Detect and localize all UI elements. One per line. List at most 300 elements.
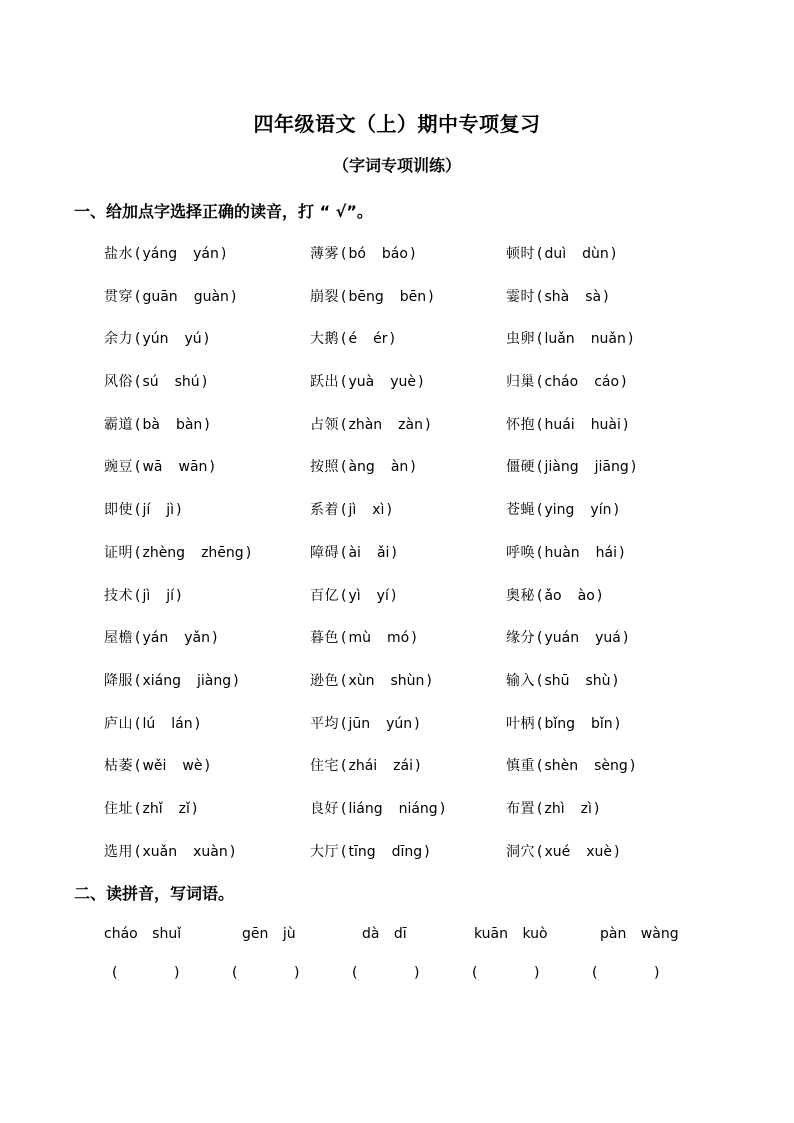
right-paren: ) <box>424 416 431 433</box>
pinyin-option-a[interactable]: zhǐ <box>142 800 163 817</box>
right-paren: ) <box>614 843 620 860</box>
left-paren: ( <box>135 374 141 391</box>
pinyin-option-b[interactable]: bàn <box>175 416 203 433</box>
pinyin-option-b[interactable]: yín <box>590 502 612 519</box>
right-paren: ) <box>614 715 621 732</box>
pinyin-option-b[interactable]: ào <box>577 587 595 604</box>
left-paren: ( <box>537 459 543 476</box>
word: 布置 <box>506 800 535 817</box>
pronunciation-item <box>506 499 621 519</box>
pinyin-option-a[interactable]: jì <box>348 502 357 519</box>
right-paren: ) <box>176 502 182 519</box>
pronunciation-item <box>310 328 397 348</box>
left-paren: ( <box>537 416 543 433</box>
pinyin-option-a[interactable]: shèn <box>544 758 579 775</box>
pronunciation-item <box>310 371 425 391</box>
pinyin-option-b[interactable]: yǎn <box>184 630 210 647</box>
pronunciation-item <box>506 414 630 434</box>
pinyin-option-a[interactable]: xùn <box>348 672 375 689</box>
word: 苍蝇 <box>506 502 535 519</box>
pronunciation-row <box>104 414 764 457</box>
pinyin-option-b[interactable]: ér <box>373 331 388 348</box>
right-paren: ) <box>391 544 397 561</box>
word: 百亿 <box>310 587 339 604</box>
left-paren: ( <box>537 288 543 305</box>
pronunciation-row <box>104 670 764 713</box>
pinyin-prompt: pàn wàng <box>600 926 679 942</box>
pinyin-option-a[interactable]: zhì <box>544 800 565 817</box>
right-paren: ) <box>233 672 239 689</box>
right-paren: ) <box>627 331 634 348</box>
right-paren: ) <box>415 758 421 775</box>
left-paren: ( <box>537 715 543 732</box>
pronunciation-row <box>104 841 764 884</box>
pinyin-option-b[interactable]: nuǎn <box>590 331 626 348</box>
pinyin-option-b[interactable]: zǐ <box>178 800 190 817</box>
pinyin-option-a[interactable]: ài <box>348 544 361 561</box>
pronunciation-item <box>104 755 212 775</box>
pinyin-option-b[interactable]: shùn <box>390 672 425 689</box>
pinyin-option-a[interactable]: huái <box>544 416 575 433</box>
right-paren: ) <box>610 246 617 262</box>
pinyin-option-a[interactable]: bēng <box>348 288 384 305</box>
word: 屋檐 <box>104 630 133 647</box>
pronunciation-item <box>310 670 434 690</box>
pinyin-option-b[interactable]: jiāng <box>594 459 629 476</box>
left-paren: ( <box>135 800 141 817</box>
pinyin-option-a[interactable]: yáng <box>142 246 178 262</box>
pinyin-option-b[interactable]: yuá <box>595 630 621 647</box>
right-paren: ) <box>622 416 629 433</box>
pinyin-option-a[interactable]: àng <box>348 459 375 476</box>
pronunciation-item <box>104 499 184 519</box>
word: 虫卵 <box>506 331 535 348</box>
word: 僵硬 <box>506 459 535 476</box>
pinyin-option-a[interactable]: bǐng <box>544 715 576 732</box>
word: 选用 <box>104 843 133 860</box>
right-paren: ) <box>174 965 180 981</box>
pinyin-option-a[interactable]: wěi <box>142 758 167 775</box>
word: 平均 <box>310 715 339 732</box>
pinyin-option-a[interactable]: bó <box>348 246 366 262</box>
left-paren: ( <box>135 843 141 860</box>
word: 跃出 <box>310 374 339 391</box>
pinyin-option-b[interactable]: lán <box>171 715 193 732</box>
pronunciation-item <box>506 328 635 348</box>
pronunciation-item <box>506 456 638 476</box>
right-paren: ) <box>630 459 637 476</box>
left-paren: ( <box>341 502 347 519</box>
pinyin-option-a[interactable]: xué <box>544 843 571 860</box>
left-paren: ( <box>341 288 347 305</box>
pinyin-option-a[interactable]: bà <box>142 416 160 433</box>
right-paren: ) <box>211 630 218 647</box>
pinyin-option-a[interactable]: shà <box>544 288 570 305</box>
pronunciation-row <box>104 371 764 414</box>
left-paren: ( <box>472 965 478 981</box>
left-paren: ( <box>341 544 347 561</box>
pinyin-option-a[interactable]: yuán <box>544 630 580 647</box>
word: 系着 <box>310 502 339 519</box>
pronunciation-item <box>310 755 422 775</box>
word: 逊色 <box>310 672 339 689</box>
right-paren: ) <box>654 965 660 981</box>
left-paren: ( <box>537 587 543 604</box>
pinyin-option-b[interactable]: wān <box>178 459 208 476</box>
word: 住址 <box>104 800 133 817</box>
pinyin-option-a[interactable]: ying <box>544 502 575 519</box>
word: 霎时 <box>506 288 535 305</box>
pinyin-option-b[interactable]: guàn <box>193 288 229 305</box>
word: 住宅 <box>310 758 339 775</box>
pinyin-option-a[interactable]: zhái <box>348 758 378 775</box>
pinyin-option-b[interactable]: niáng <box>398 800 438 817</box>
pronunciation-item <box>506 798 601 818</box>
page-subtitle: （字词专项训练） <box>332 156 461 175</box>
pinyin-option-b[interactable]: àn <box>390 459 409 476</box>
right-paren: ) <box>245 544 252 561</box>
pronunciation-item <box>310 798 447 818</box>
pinyin-option-a[interactable]: sú <box>142 374 159 391</box>
left-paren: ( <box>341 630 347 647</box>
pronunciation-item <box>506 670 620 690</box>
pronunciation-item <box>104 798 199 818</box>
pinyin-option-b[interactable]: dīng <box>391 843 423 860</box>
pronunciation-row <box>104 798 764 841</box>
pinyin-option-a[interactable]: lú <box>142 715 156 732</box>
pinyin-option-b[interactable]: jiàng <box>196 672 232 689</box>
left-paren: ( <box>135 715 141 732</box>
right-paren: ) <box>204 758 210 775</box>
left-paren: ( <box>135 246 141 262</box>
right-paren: ) <box>603 288 609 305</box>
pinyin-option-b[interactable]: sà <box>585 288 602 305</box>
word: 慎重 <box>506 758 535 775</box>
pinyin-option-b[interactable]: shù <box>585 672 611 689</box>
right-paren: ) <box>201 374 208 391</box>
pinyin-option-b[interactable]: zái <box>393 758 413 775</box>
left-paren: ( <box>135 288 141 305</box>
word: 霸道 <box>104 416 133 433</box>
left-paren: ( <box>592 965 598 981</box>
word: 大厅 <box>310 843 339 860</box>
word: 余力 <box>104 331 133 348</box>
pinyin-option-a[interactable]: guān <box>142 288 178 305</box>
right-paren: ) <box>230 288 237 305</box>
pinyin-option-a[interactable]: xiáng <box>142 672 181 689</box>
word: 占领 <box>310 416 339 433</box>
pinyin-option-b[interactable]: yán <box>193 246 219 262</box>
word: 豌豆 <box>104 459 133 476</box>
left-paren: ( <box>341 416 347 433</box>
right-paren: ) <box>593 800 600 817</box>
pinyin-option-b[interactable]: sèng <box>594 758 628 775</box>
word: 输入 <box>506 672 535 689</box>
pronunciation-item <box>506 585 604 605</box>
right-paren: ) <box>229 843 236 860</box>
word: 归巢 <box>506 374 535 391</box>
pronunciation-item <box>506 371 629 391</box>
pronunciation-row <box>104 328 764 371</box>
left-paren: ( <box>341 374 347 391</box>
pronunciation-item <box>310 585 398 605</box>
pinyin-option-b[interactable]: zì <box>580 800 592 817</box>
pinyin-option-b[interactable]: yún <box>386 715 413 732</box>
pronunciation-item <box>506 755 637 775</box>
pinyin-option-b[interactable]: hái <box>595 544 618 561</box>
pronunciation-item <box>104 328 211 348</box>
pinyin-option-b[interactable]: xuè <box>586 843 613 860</box>
left-paren: ( <box>135 544 141 561</box>
left-paren: ( <box>341 715 347 732</box>
pinyin-option-b[interactable]: zàn <box>398 416 423 433</box>
pinyin-option-a[interactable]: wā <box>142 459 163 476</box>
right-paren: ) <box>410 459 416 476</box>
right-paren: ) <box>191 800 198 817</box>
pinyin-option-a[interactable]: liáng <box>348 800 383 817</box>
pronunciation-item <box>104 585 184 605</box>
right-paren: ) <box>203 331 210 348</box>
word: 贯穿 <box>104 288 133 305</box>
pinyin-prompt: kuān kuò <box>474 926 548 942</box>
word: 洞穴 <box>506 843 535 860</box>
left-paren: ( <box>537 843 543 860</box>
pronunciation-item <box>310 286 436 306</box>
right-paren: ) <box>629 758 636 775</box>
pinyin-prompt: dà dī <box>362 926 407 942</box>
pinyin-option-a[interactable]: é <box>348 331 358 348</box>
right-paren: ) <box>220 246 227 262</box>
pinyin-option-b[interactable]: yú <box>184 331 202 348</box>
pronunciation-item <box>104 456 217 476</box>
pronunciation-item <box>104 670 241 690</box>
pinyin-prompts <box>104 926 724 948</box>
right-paren: ) <box>411 630 417 647</box>
right-paren: ) <box>390 587 397 604</box>
pronunciation-item <box>310 627 419 647</box>
pinyin-option-a[interactable]: shū <box>544 672 570 689</box>
word: 暮色 <box>310 630 339 647</box>
right-paren: ) <box>439 800 446 817</box>
left-paren: ( <box>537 374 543 391</box>
left-paren: ( <box>135 758 141 775</box>
pronunciation-item <box>506 542 626 562</box>
pinyin-option-a[interactable]: yún <box>142 331 169 348</box>
left-paren: ( <box>537 630 543 647</box>
pronunciation-row <box>104 286 764 329</box>
word: 降服 <box>104 672 133 689</box>
right-paren: ) <box>426 672 432 689</box>
word: 呼唤 <box>506 544 535 561</box>
pinyin-option-b[interactable]: xì <box>372 502 385 519</box>
left-paren: ( <box>341 800 347 817</box>
pinyin-option-b[interactable]: zhēng <box>201 544 244 561</box>
word: 证明 <box>104 544 133 561</box>
left-paren: ( <box>135 331 141 348</box>
right-paren: ) <box>294 965 300 981</box>
right-paren: ) <box>414 715 420 732</box>
left-paren: ( <box>537 544 543 561</box>
pronunciation-item <box>104 243 228 263</box>
pinyin-option-a[interactable]: jí <box>142 502 151 519</box>
word: 奥秘 <box>506 587 535 604</box>
left-paren: ( <box>135 630 141 647</box>
pronunciation-item <box>104 286 238 306</box>
pinyin-option-b[interactable]: yí <box>376 587 389 604</box>
word: 叶柄 <box>506 715 535 732</box>
left-paren: ( <box>135 672 141 689</box>
pronunciation-item <box>104 414 212 434</box>
left-paren: ( <box>112 965 118 981</box>
pinyin-prompt: cháo shuǐ <box>104 926 182 942</box>
pronunciation-item <box>104 627 219 647</box>
pronunciation-item <box>104 713 202 733</box>
pronunciation-row <box>104 627 764 670</box>
left-paren: ( <box>537 246 543 262</box>
pinyin-option-b[interactable]: wè <box>182 758 203 775</box>
pinyin-option-a[interactable]: ǎo <box>544 587 562 604</box>
section-1-heading: 一、给加点字选择正确的读音，打 “ √”。 <box>74 202 373 221</box>
pronunciation-row <box>104 542 764 585</box>
word: 缘分 <box>506 630 535 647</box>
pronunciation-item <box>104 371 209 391</box>
left-paren: ( <box>537 672 543 689</box>
pinyin-option-b[interactable]: yuè <box>390 374 416 391</box>
right-paren: ) <box>424 843 430 860</box>
pinyin-option-a[interactable]: huàn <box>544 544 580 561</box>
word: 障碍 <box>310 544 339 561</box>
pronunciation-row <box>104 713 764 756</box>
pinyin-option-a[interactable]: xuǎn <box>142 843 178 860</box>
pinyin-option-a[interactable]: jì <box>142 587 151 604</box>
right-paren: ) <box>428 288 434 305</box>
pronunciation-item <box>506 627 630 647</box>
pinyin-option-a[interactable]: jiàng <box>544 459 579 476</box>
right-paren: ) <box>209 459 215 476</box>
page-title: 四年级语文（上）期中专项复习 <box>253 112 541 136</box>
word: 盐水 <box>104 246 133 262</box>
pinyin-option-a[interactable]: mù <box>348 630 371 647</box>
left-paren: ( <box>537 758 543 775</box>
left-paren: ( <box>135 416 141 433</box>
word: 顿时 <box>506 246 535 262</box>
left-paren: ( <box>135 587 141 604</box>
pinyin-option-a[interactable]: zhàn <box>348 416 383 433</box>
pinyin-option-b[interactable]: jí <box>166 587 175 604</box>
left-paren: ( <box>232 965 238 981</box>
right-paren: ) <box>418 374 424 391</box>
right-paren: ) <box>612 672 619 689</box>
pinyin-option-b[interactable]: jì <box>166 502 175 519</box>
pronunciation-item <box>506 286 611 306</box>
pinyin-option-b[interactable]: cáo <box>594 374 620 391</box>
word: 良好 <box>310 800 339 817</box>
left-paren: ( <box>537 331 543 348</box>
pinyin-option-a[interactable]: yán <box>142 630 169 647</box>
pinyin-option-a[interactable]: cháo <box>544 374 579 391</box>
pronunciation-item <box>104 841 237 861</box>
pinyin-option-a[interactable]: jūn <box>348 715 371 732</box>
pinyin-option-b[interactable]: mó <box>386 630 410 647</box>
pinyin-option-b[interactable]: huài <box>590 416 621 433</box>
left-paren: ( <box>537 502 543 519</box>
right-paren: ) <box>409 246 416 262</box>
word: 薄雾 <box>310 246 339 262</box>
pinyin-option-b[interactable]: báo <box>381 246 408 262</box>
word: 庐山 <box>104 715 133 732</box>
right-paren: ) <box>619 544 625 561</box>
pronunciation-grid <box>104 243 764 883</box>
pronunciation-item <box>310 456 418 476</box>
pinyin-option-b[interactable]: bǐn <box>591 715 613 732</box>
word: 即使 <box>104 502 133 519</box>
pinyin-option-b[interactable]: dùn <box>582 246 609 262</box>
pinyin-option-b[interactable]: bēn <box>399 288 427 305</box>
pronunciation-row <box>104 499 764 542</box>
right-paren: ) <box>622 630 629 647</box>
pinyin-option-a[interactable]: luǎn <box>544 331 575 348</box>
pinyin-option-a[interactable]: yì <box>348 587 361 604</box>
left-paren: ( <box>341 758 347 775</box>
answer-blanks <box>104 965 724 987</box>
pronunciation-item <box>310 243 417 263</box>
right-paren: ) <box>596 587 603 604</box>
pinyin-option-b[interactable]: ǎi <box>376 544 390 561</box>
word: 崩裂 <box>310 288 339 305</box>
right-paren: ) <box>204 416 210 433</box>
pronunciation-item <box>310 713 422 733</box>
right-paren: ) <box>194 715 201 732</box>
pinyin-option-a[interactable]: yuà <box>348 374 375 391</box>
pinyin-option-a[interactable]: tīng <box>348 843 376 860</box>
right-paren: ) <box>621 374 627 391</box>
pronunciation-item <box>104 542 253 562</box>
left-paren: ( <box>341 672 347 689</box>
right-paren: ) <box>414 965 420 981</box>
right-paren: ) <box>176 587 182 604</box>
word: 大鹅 <box>310 331 339 348</box>
left-paren: ( <box>341 587 347 604</box>
word: 按照 <box>310 459 339 476</box>
pronunciation-item <box>310 841 432 861</box>
left-paren: ( <box>341 843 347 860</box>
pronunciation-item <box>506 713 622 733</box>
pinyin-prompt: gēn jù <box>242 926 296 942</box>
word: 技术 <box>104 587 133 604</box>
pinyin-option-a[interactable]: duì <box>544 246 567 262</box>
right-paren: ) <box>386 502 392 519</box>
left-paren: ( <box>341 246 347 262</box>
left-paren: ( <box>537 800 543 817</box>
pronunciation-row <box>104 585 764 628</box>
section-2-heading: 二、读拼音，写词语。 <box>74 884 235 903</box>
left-paren: ( <box>135 459 141 476</box>
left-paren: ( <box>352 965 358 981</box>
pronunciation-row <box>104 456 764 499</box>
pinyin-option-a[interactable]: zhèng <box>142 544 186 561</box>
pronunciation-item <box>506 243 618 263</box>
right-paren: ) <box>534 965 540 981</box>
word: 枯萎 <box>104 758 133 775</box>
pronunciation-item <box>310 499 394 519</box>
left-paren: ( <box>135 502 141 519</box>
pronunciation-row <box>104 755 764 798</box>
pronunciation-row <box>104 243 764 286</box>
word: 风俗 <box>104 374 133 391</box>
pinyin-option-b[interactable]: shú <box>174 374 200 391</box>
pinyin-option-b[interactable]: xuàn <box>193 843 228 860</box>
word: 怀抱 <box>506 416 535 433</box>
